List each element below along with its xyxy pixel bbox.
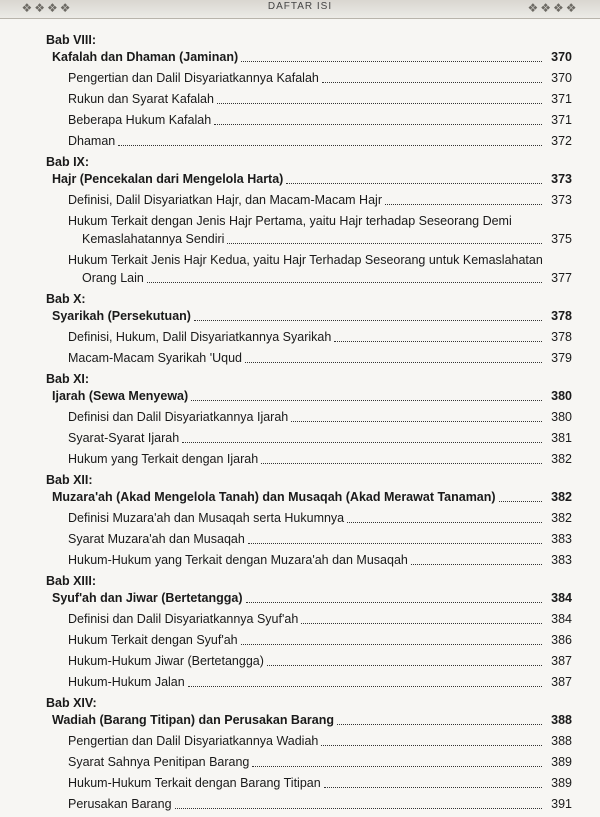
entry-title: Ijarah (Sewa Menyewa): [52, 389, 189, 403]
toc-sub-entry[interactable]: [46, 349, 572, 367]
entry-title: Hukum Terkait dengan Syuf'ah: [68, 633, 238, 647]
entry-title: Kafalah dan Dhaman (Jaminan): [52, 50, 239, 64]
entry-title: Definisi Muzara'ah dan Musaqah serta Hukumnya: [68, 511, 345, 525]
toc-sub-entry[interactable]: [46, 753, 572, 771]
page-number: 389: [551, 755, 572, 769]
entry-title: Hukum yang Terkait dengan Ijarah: [68, 452, 259, 466]
dot-leader: [241, 61, 542, 62]
ornament-left-icon: ❖❖❖❖: [21, 1, 73, 15]
chapter-section: [46, 371, 572, 468]
chapter-main-entry[interactable]: [46, 711, 572, 729]
entry-title-line2: Orang Lain: [82, 271, 144, 285]
dot-leader: [347, 522, 542, 523]
toc-sub-entry[interactable]: [46, 429, 572, 447]
chapter-section: [46, 154, 572, 287]
chapter-main-entry[interactable]: [46, 170, 572, 188]
entry-title: Definisi dan Dalil Disyariatkannya Ijarah: [68, 410, 289, 424]
entry-title: Dhaman: [68, 134, 116, 148]
dot-leader: [241, 644, 542, 645]
dot-leader: [246, 602, 542, 603]
toc-sub-entry-wrapped[interactable]: [46, 251, 572, 287]
page-header-title: DAFTAR ISI: [267, 1, 333, 12]
toc-sub-entry[interactable]: [46, 774, 572, 792]
toc-sub-entry[interactable]: [46, 610, 572, 628]
dot-leader: [214, 124, 542, 125]
dot-leader: [322, 82, 542, 83]
toc-sub-entry[interactable]: [46, 450, 572, 468]
toc-sub-entry[interactable]: [46, 132, 572, 150]
entry-title: Muzara'ah (Akad Mengelola Tanah) dan Musaqah (Akad Merawat Tanaman): [52, 490, 496, 504]
chapter-label: Bab IX:: [46, 155, 90, 169]
entry-title-line1: Hukum Terkait dengan Jenis Hajr Pertama, yaitu Hajr terhadap Seseorang Demi: [68, 214, 512, 228]
page-number: 382: [551, 490, 572, 504]
dot-leader: [252, 766, 542, 767]
entry-title: Hajr (Pencekalan dari Mengelola Harta): [52, 172, 284, 186]
page-number: 383: [551, 553, 572, 567]
chapter-section: [46, 573, 572, 691]
toc-sub-entry[interactable]: [46, 328, 572, 346]
entry-title: Hukum-Hukum yang Terkait dengan Muzara'ah dan Musaqah: [68, 553, 408, 567]
page-number: 371: [551, 113, 572, 127]
entry-title: Beberapa Hukum Kafalah: [68, 113, 212, 127]
page-number: 373: [551, 193, 572, 207]
page-number: 391: [551, 797, 572, 811]
dot-leader: [291, 421, 542, 422]
page-number: 379: [551, 351, 572, 365]
chapter-label: Bab X:: [46, 292, 86, 306]
entry-title: Macam-Macam Syarikah 'Uqud: [68, 351, 242, 365]
chapter-label: Bab XII:: [46, 473, 93, 487]
page-number: 388: [551, 713, 572, 727]
dot-leader: [261, 463, 542, 464]
entry-title: Hukum-Hukum Jiwar (Bertetangga): [68, 654, 264, 668]
toc-sub-entry[interactable]: [46, 551, 572, 569]
chapter-main-entry[interactable]: [46, 307, 572, 325]
page-number: 382: [551, 452, 572, 466]
dot-leader: [286, 183, 542, 184]
entry-title-line2-row: [68, 230, 572, 248]
toc-sub-entry[interactable]: [46, 90, 572, 108]
dot-leader: [499, 501, 542, 502]
dot-leader: [191, 400, 542, 401]
page-header: [0, 0, 600, 19]
chapter-section: [46, 472, 572, 569]
page-number: 378: [551, 309, 572, 323]
dot-leader: [182, 442, 542, 443]
chapter-label: Bab XIV:: [46, 696, 97, 710]
page-number: 387: [551, 654, 572, 668]
dot-leader: [334, 341, 542, 342]
chapter-main-entry[interactable]: [46, 387, 572, 405]
page-number: 384: [551, 591, 572, 605]
page-number: 389: [551, 776, 572, 790]
dot-leader: [321, 745, 542, 746]
dot-leader: [411, 564, 542, 565]
page-number: 372: [551, 134, 572, 148]
dot-leader: [147, 282, 542, 283]
entry-title-line1: Hukum Terkait Jenis Hajr Kedua, yaitu Hajr Terhadap Seseorang untuk Kemaslahatan: [68, 253, 543, 267]
entry-title: Rukun dan Syarat Kafalah: [68, 92, 214, 106]
entry-title: Pengertian dan Dalil Disyariatkannya Wadiah: [68, 734, 319, 748]
page-number: 377: [551, 271, 572, 285]
entry-title: Definisi dan Dalil Disyariatkannya Syuf'ah: [68, 612, 299, 626]
entry-title: Syarat Sahnya Penitipan Barang: [68, 755, 250, 769]
dot-leader: [301, 623, 542, 624]
chapter-section: [46, 32, 572, 150]
entry-title: Syarikah (Persekutuan): [52, 309, 191, 323]
toc-sub-entry[interactable]: [46, 530, 572, 548]
entry-title: Pengertian dan Dalil Disyariatkannya Kafalah: [68, 71, 319, 85]
chapter-section: [46, 291, 572, 367]
page-number: 384: [551, 612, 572, 626]
chapter-main-entry[interactable]: [46, 589, 572, 607]
entry-title: Syuf'ah dan Jiwar (Bertetangga): [52, 591, 243, 605]
chapter-main-entry[interactable]: [46, 488, 572, 506]
dot-leader: [245, 362, 542, 363]
toc-sub-entry[interactable]: [46, 652, 572, 670]
page-number: 382: [551, 511, 572, 525]
dot-leader: [194, 320, 542, 321]
chapter-label: Bab VIII:: [46, 33, 97, 47]
dot-leader: [248, 543, 542, 544]
entry-title: Syarat-Syarat Ijarah: [68, 431, 180, 445]
dot-leader: [337, 724, 542, 725]
entry-title: Hukum-Hukum Jalan: [68, 675, 185, 689]
dot-leader: [385, 204, 542, 205]
toc-sub-entry[interactable]: [46, 732, 572, 750]
dot-leader: [227, 243, 542, 244]
page-number: 386: [551, 633, 572, 647]
toc-sub-entry[interactable]: [46, 631, 572, 649]
page-number: 388: [551, 734, 572, 748]
chapter-section: [46, 695, 572, 813]
table-of-contents: [46, 32, 572, 817]
chapter-main-entry[interactable]: [46, 48, 572, 66]
toc-sub-entry[interactable]: [46, 111, 572, 129]
page-number: 381: [551, 431, 572, 445]
toc-sub-entry[interactable]: [46, 69, 572, 87]
entry-title: Perusakan Barang: [68, 797, 172, 811]
entry-title: Definisi, Hukum, Dalil Disyariatkannya Syarikah: [68, 330, 332, 344]
page-number: 378: [551, 330, 572, 344]
chapter-label: Bab XI:: [46, 372, 90, 386]
page-number: 387: [551, 675, 572, 689]
page-number: 380: [551, 410, 572, 424]
entry-title: Wadiah (Barang Titipan) dan Perusakan Barang: [52, 713, 335, 727]
toc-sub-entry-wrapped[interactable]: [46, 212, 572, 248]
dot-leader: [324, 787, 542, 788]
ornament-right-icon: ❖❖❖❖: [527, 1, 579, 15]
toc-sub-entry[interactable]: [46, 509, 572, 527]
toc-sub-entry[interactable]: [46, 673, 572, 691]
dot-leader: [118, 145, 542, 146]
page-number: 383: [551, 532, 572, 546]
dot-leader: [188, 686, 542, 687]
page-number: 370: [551, 50, 572, 64]
dot-leader: [175, 808, 542, 809]
toc-sub-entry[interactable]: [46, 408, 572, 426]
entry-title-line2: Kemaslahatannya Sendiri: [82, 232, 225, 246]
toc-sub-entry[interactable]: [46, 795, 572, 813]
entry-title-line2-row: [68, 269, 572, 287]
page-number: 371: [551, 92, 572, 106]
page-number: 373: [551, 172, 572, 186]
chapter-label: Bab XIII:: [46, 574, 97, 588]
dot-leader: [217, 103, 542, 104]
entry-title: Hukum-Hukum Terkait dengan Barang Titipan: [68, 776, 321, 790]
entry-title: Syarat Muzara'ah dan Musaqah: [68, 532, 245, 546]
page-number: 380: [551, 389, 572, 403]
page-number: 375: [551, 232, 572, 246]
entry-title: Definisi, Dalil Disyariatkan Hajr, dan Macam-Macam Hajr: [68, 193, 382, 207]
toc-sub-entry[interactable]: [46, 191, 572, 209]
dot-leader: [267, 665, 542, 666]
page-number: 370: [551, 71, 572, 85]
